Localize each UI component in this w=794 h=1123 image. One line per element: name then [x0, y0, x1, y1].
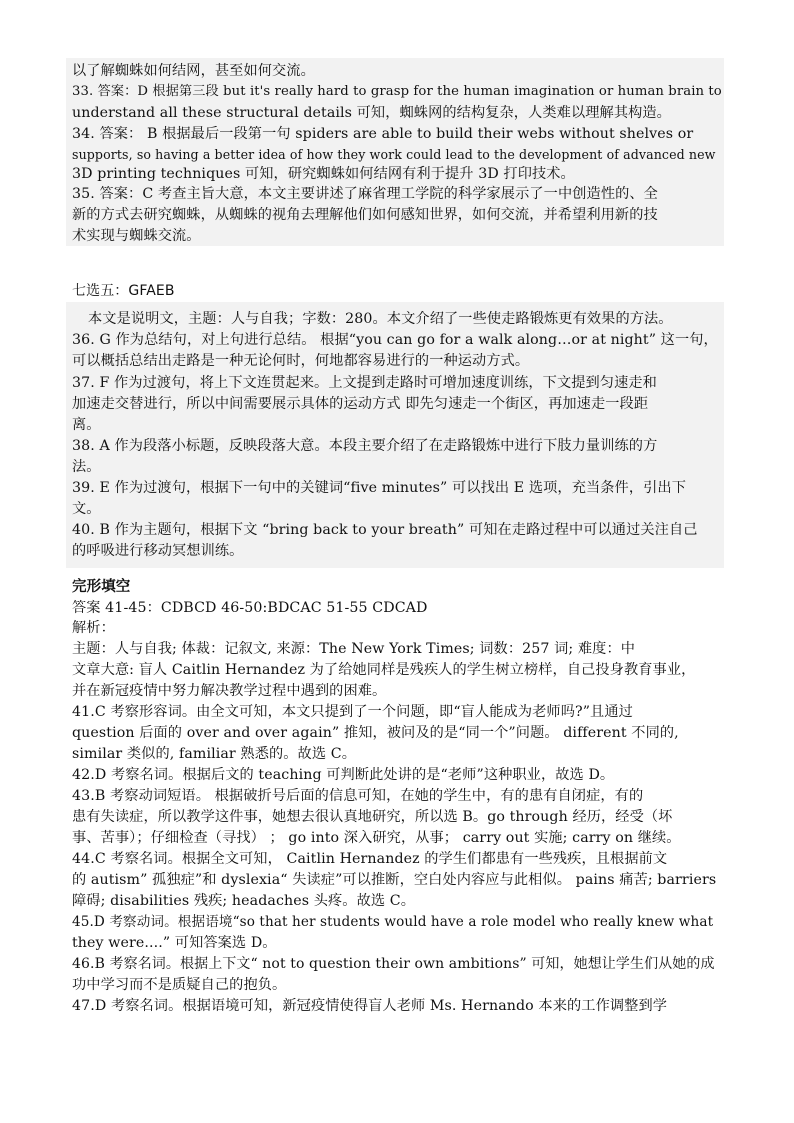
text-line: similar 类似的, familiar 熟悉的。故选 C。 — [72, 746, 356, 762]
answer-36-line: 36. G 作为总结句，对上句进行总结。 根据“you can go for a walk along…or at night” 这一句， — [72, 332, 718, 348]
text-line: 可以概括总结出走路是一种无论何时，何地都容易进行的一种运动方式。 — [72, 353, 530, 369]
answer-37-line: 37. F 作为过渡句，将上下文连贯起来。上文提到走路时可增加速度训练，下文提到匀速走和 — [72, 375, 657, 391]
text-line: 功中学习而不是质疑自己的抱负。 — [72, 977, 287, 993]
text-line: they were....” 可知答案选 D。 — [72, 935, 277, 951]
text-line: 文。 — [72, 501, 101, 517]
text-line: 本文是说明文，主题：人与自我；字数：280。本文介绍了一些使走路锻炼更有效果的方法。 — [88, 311, 673, 327]
answer-47-line: 47.D 考察名词。根据语境可知，新冠疫情使得盲人老师 Ms. Hernando 本来的工作调整到学 — [72, 998, 668, 1014]
text-line: 以了解蜘蛛如何结网，甚至如何交流。 — [72, 63, 315, 79]
answer-33-line: 33. 答案：D 根据第三段 but it's really hard to grasp for the human imagination or human brain to — [72, 84, 722, 99]
answer-41-line: 41.C 考察形容词。由全文可知，本文只提到了一个问题，即“盲人能成为老师吗?”且通过 — [72, 704, 633, 720]
text-line: 术实现与蜘蛛交流。 — [72, 228, 201, 244]
text-line: 障碍; disabilities 残疾; headaches 头疼。故选 C。 — [72, 893, 416, 909]
text-line: 离。 — [72, 417, 101, 433]
text-line: 新的方式去研究蜘蛛，从蜘蛛的视角去理解他们如何感知世界，如何交流，并希望利用新的技 — [72, 207, 658, 223]
answer-39-line: 39. E 作为过渡句，根据下一句中的关键词“five minutes” 可以找出 E 选项，充当条件，引出下 — [72, 480, 686, 496]
section-heading-seven-choose-five: 七选五：GFAEB — [72, 283, 175, 299]
text-line: supports, so having a better idea of how they work could lead to the development of advanced new — [72, 147, 716, 162]
text-line: 加速走交替进行，所以中间需要展示具体的运动方式 即先匀速走一个街区，再加速走一段距 — [72, 396, 649, 412]
answer-38-line: 38. A 作为段落小标题，反映段落大意。本段主要介绍了在走路锻炼中进行下肢力量训练的方 — [72, 438, 658, 454]
answer-42-line: 42.D 考察名词。根据后文的 teaching 可判断此处讲的是“老师”这种职业，故选 D。 — [72, 767, 615, 783]
answer-43-line: 43.B 考察动词短语。 根据破折号后面的信息可知，在她的学生中，有的患有自闭症，有的 — [72, 788, 644, 804]
answer-44-line: 44.C 考察名词。根据全文可知， Caitlin Hernandez 的学生们都患有一些残疾，且根据前文 — [72, 851, 668, 867]
answer-46-line: 46.B 考察名词。根据上下文“ not to question their own ambitions” 可知，她想让学生们从她的成 — [72, 956, 715, 972]
text-line: understand all these structural details 可知，蜘蛛网的结构复杂，人类难以理解其构造。 — [72, 105, 671, 121]
section-heading-cloze: 完形填空 — [72, 579, 131, 595]
text-line: 的 autism” 孤独症”和 dyslexia“ 失读症”可以推断，空白处内容应与此相似。 pains 痛苦; barriers — [72, 872, 717, 888]
answer-45-line: 45.D 考察动词。根据语境“so that her students would have a role model who really knew what — [72, 914, 714, 930]
text-line: 患有失读症，所以教学这件事，她想去很认真地研究，所以选 B。go through 经历，经受（坏 — [72, 809, 673, 825]
answer-35-line: 35. 答案：C 考查主旨大意，本文主要讲述了麻省理工学院的科学家展示了一中创造性的、全 — [72, 186, 658, 202]
answer-40-line: 40. B 作为主题句，根据下文 “bring back to your breath” 可知在走路过程中可以通过关注自己 — [72, 522, 698, 538]
cloze-answer-key: 答案 41-45：CDBCD 46-50:BDCAC 51-55 CDCAD — [72, 600, 428, 616]
text-line: 解析： — [72, 620, 115, 636]
text-line: 文章大意: 盲人 Caitlin Hernandez 为了给她同样是残疾人的学生树立榜样，自己投身教育事业， — [72, 662, 696, 678]
text-line: 的呼吸进行移动冥想训练。 — [72, 543, 244, 559]
text-line: 3D printing techniques 可知，研究蜘蛛如何结网有利于提升 3D 打印技术。 — [72, 166, 575, 182]
text-line: question 后面的 over and over again” 推知，被问及的是“同一个”问题。 different 不同的, — [72, 725, 679, 741]
text-line: 事、苦事）；仔细检查（寻找） ； go into 深入研究，从事； carry out 实施; carry on 继续。 — [72, 830, 681, 846]
text-line: 并在新冠疫情中努力解决教学过程中遇到的困难。 — [72, 683, 387, 699]
text-line: 主题：人与自我; 体裁：记叙文, 来源：The New York Times; 词数：257 词; 难度：中 — [72, 641, 636, 657]
text-line: 法。 — [72, 459, 101, 475]
answer-34-line: 34. 答案： B 根据最后一段第一句 spiders are able to build their webs without shelves or — [72, 126, 694, 142]
